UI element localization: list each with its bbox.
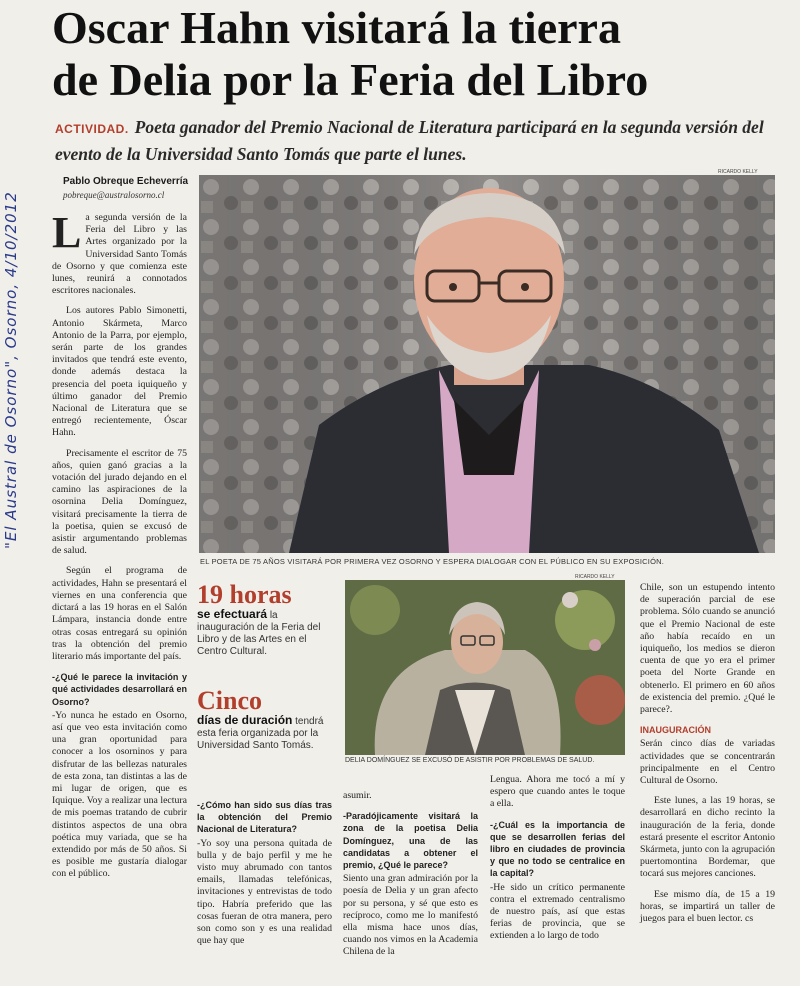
interview-question: -Paradójicamente visitará la zona de la poetisa Delia Domínguez, una de las candidatas a obtener el premio, ¿Qué le parece? <box>343 811 478 871</box>
fact-box-time <box>197 582 337 658</box>
paragraph: Precisamente el escritor de 75 años, quien ganó gracias a la votación del jurado dejando en el camino las aspiraciones de la osornina Delia Domínguez, visitará precisamente la tierra de la poetisa, quien se excusó de asistir argumentando problemas de salud. <box>52 447 187 557</box>
photo-credit-second: RICARDO KELLY <box>575 574 615 580</box>
paragraph: Este lunes, a las 19 horas, se desarrollará en dicho recinto la inauguración de la feria, donde estará presente el escritor Antonio Skármeta, junto con la agrupación puertomontina Bordemar, que tocará sus mejores canciones. <box>640 795 775 880</box>
dropcap: L <box>52 208 82 257</box>
paragraph: Los autores Pablo Simonetti, Antonio Skármeta, Marco Antonio de la Parra, por ejemplo, serán parte de los grandes invitados que tendrá este evento, donde además destaca la presencia del poeta iquiqueño y último ganador del Premio Nacional de Literatura que se entregó recientemente, Óscar Hahn. <box>52 305 187 439</box>
headline <box>52 2 772 106</box>
fact-text: tendrá esta feria organizada por la Universidad Santo Tomás. <box>197 716 324 751</box>
deck-text: Poeta ganador del Premio Nacional de Literatura participará en la segunda versión del evento de la Universidad Santo Tomás que parte el lunes. <box>55 117 764 164</box>
paragraph: Serán cinco días de variadas actividades que se concentrarán principalmente en el Centro Cultural de Osorno. <box>640 738 775 787</box>
article-column-5 <box>640 582 775 933</box>
deck <box>55 115 775 167</box>
main-photo <box>199 175 775 553</box>
interview-question: -¿Cuál es la importancia de que se desarrollen ferias del libro en ciudades de provincia y que no todo se centralice en la capital? <box>490 819 625 879</box>
fact-lead: se efectuará <box>197 607 268 621</box>
paragraph: Según el programa de actividades, Hahn se presentará el viernes en una conferencia que dictará a las 19 horas en el Salón Lámpara, instancia donde entre otras cosas entregará su opinión tras la obtención del premio literario más importante del país. <box>52 565 187 662</box>
paragraph: Lengua. Ahora me tocó a mí y espero que cuando antes le toque a ella. <box>490 774 625 810</box>
second-photo-caption: DELIA DOMÍNGUEZ SE EXCUSÓ DE ASISTIR POR PROBLEMAS DE SALUD. <box>345 757 595 764</box>
article-column-1 <box>52 208 187 889</box>
first-paragraph: La segunda versión de la Feria del Libro y las Artes organizado por la Universidad Santo Tomás de Osorno y que comienza este lunes, reunirá a connotados escritores nacionales. <box>52 208 187 297</box>
interview-answer: Siento una gran admiración por la poesía de Delia y un gran afecto por su persona, y sé que esto es recíproco, como me lo manifestó ella misma hace unos días, cuando nos vimos en la Academia Chilena de la <box>343 873 478 958</box>
fact-lead: días de duración <box>197 713 293 727</box>
byline-email: pobreque@australosorno.cl <box>63 190 165 200</box>
photo-credit: RICARDO KELLY <box>718 169 758 175</box>
portrait-image <box>199 175 775 553</box>
paragraph: Ese mismo día, de 15 a 19 horas, se impartirá un taller de juegos para el buen lector. cs <box>640 888 775 925</box>
paragraph: Chile, son un estupendo intento de superación parcial de ese problema. Sólo cuando se anunció que el Premio Nacional de este año había recaído en un iquiqueño, los medios se dieron cuenta de que yo era el primer poeta del Norte Grande en obtenerlo. El primero en 60 años de existencia del premio. ¿Qué le parece?. <box>640 582 775 716</box>
interview-answer: -Yo nunca he estado en Osorno, así que veo esta invitación como una gran oportunidad para conocer a los osorninos y para disfrutar de las bellezas naturales de esta zona, tan distintas a las de mi lugar de origen, que es Iquique. Voy a realizar una lectura de mis poemas tratando de cubrir distintos aspectos de una obra poética muy variada, que se ha extendido por más de 50 años. Si es posible me gustaría dialogar con el público. <box>52 709 187 880</box>
fact-number: Cinco <box>197 686 262 715</box>
headline-line-1: Oscar Hahn visitará la tierra <box>52 2 621 53</box>
second-photo <box>345 580 625 755</box>
paragraph: asumir. <box>343 790 372 801</box>
byline-name: Pablo Obreque Echeverría <box>63 176 189 187</box>
interview-question: -¿Qué le parece la invitación y qué actividades desarrollará en Osorno? <box>52 672 187 707</box>
kicker: ACTIVIDAD. <box>55 122 129 136</box>
fact-number: 19 horas <box>197 580 292 609</box>
article-column-3 <box>343 790 478 967</box>
headline-line-2: de Delia por la Feria del Libro <box>52 54 649 105</box>
fact-text: la inauguración de la Feria del Libro y de las Artes en el Centro Cultural. <box>197 610 321 657</box>
interview-answer: -Yo soy una persona quitada de bulla y de bajo perfil y me he visto muy abrumado con tantos emails, llamadas telefónicas, invitaciones y entrevistas de todo tipo. Habría preferido que las cosas fueran de otra manera, pero son como son y es una realidad que hay que <box>197 837 332 947</box>
article-column-4 <box>490 774 625 951</box>
woman-portrait-image <box>345 580 625 755</box>
handwritten-source-note: "El Austral de Osorno", Osorno, 4/10/2012 <box>2 191 20 549</box>
section-heading: INAUGURACIÓN <box>640 725 711 736</box>
main-photo-caption: EL POETA DE 75 AÑOS VISITARÁ POR PRIMERA VEZ OSORNO Y ESPERA DIALOGAR CON EL PÚBLICO EN SU EXPOSICIÓN. <box>200 557 664 566</box>
interview-question: -¿Cómo han sido sus días tras la obtención del Premio Nacional de Literatura? <box>197 800 332 835</box>
fact-box-duration <box>197 688 337 752</box>
article-column-2 <box>197 799 332 955</box>
interview-answer: -He sido un crítico permanente contra el extremado centralismo de nuestro país, así que estas ferias de provincia, que se extienden a lo largo de todo <box>490 881 625 942</box>
